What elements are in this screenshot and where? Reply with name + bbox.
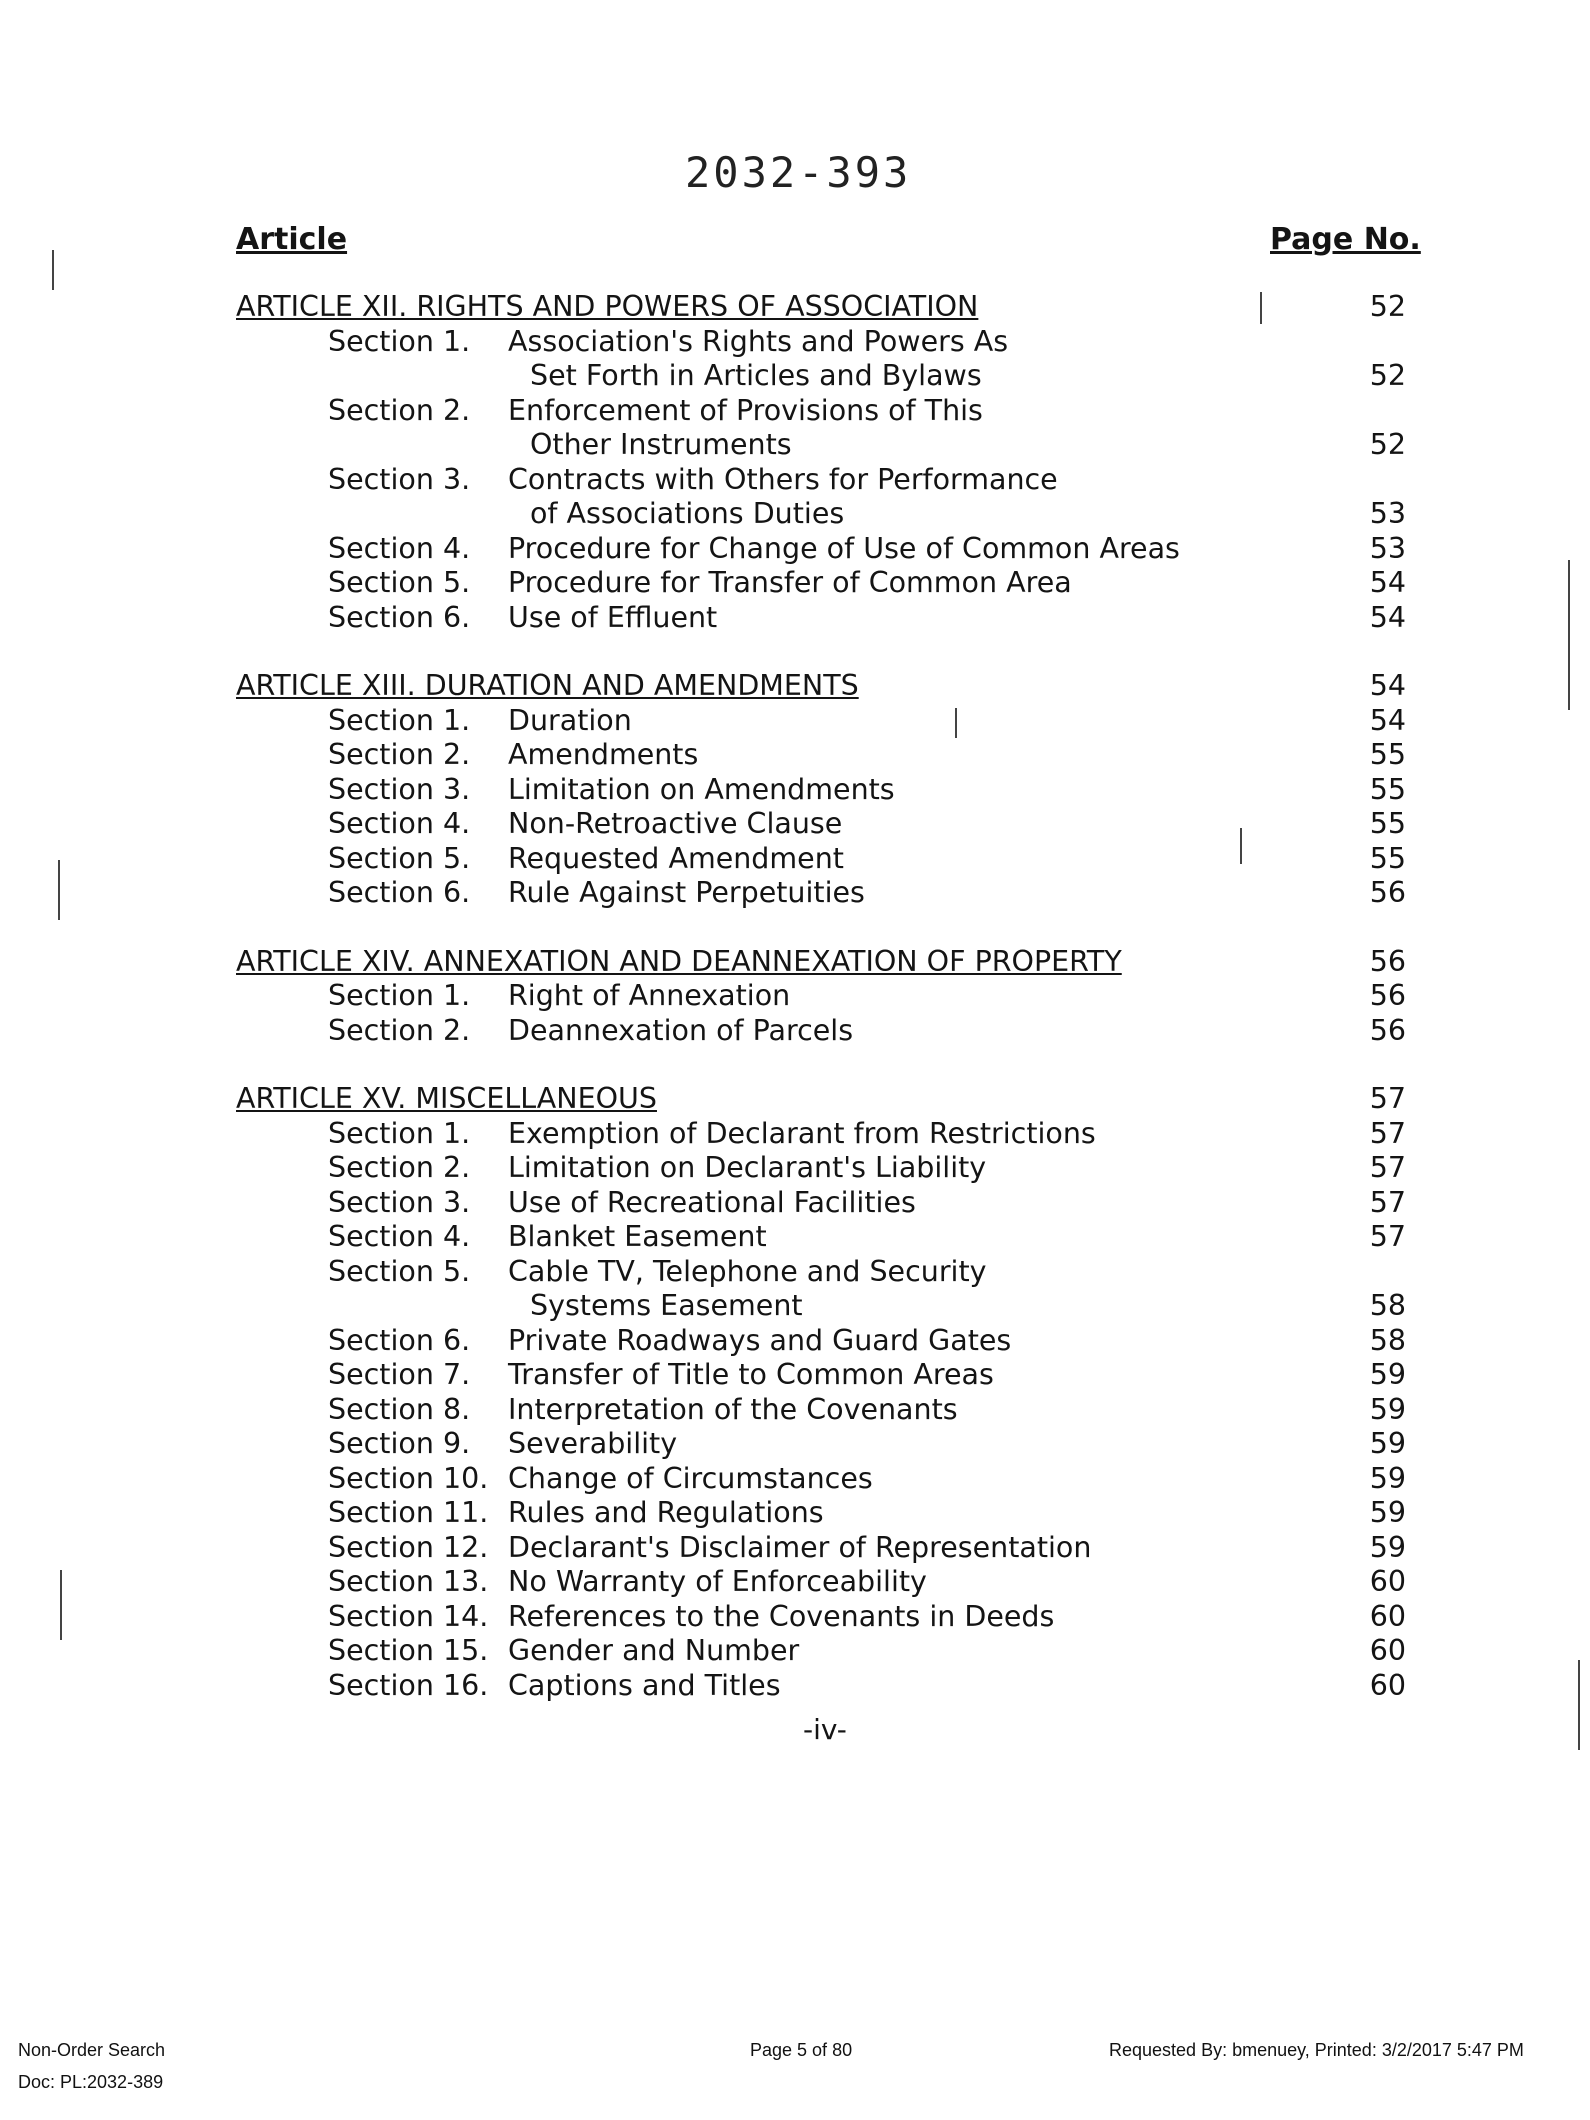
section-label: Section 11. — [328, 1496, 489, 1529]
section-page-number: 59 — [1369, 1496, 1406, 1529]
section-row — [236, 773, 1406, 808]
article-heading-row — [236, 1082, 1406, 1117]
section-title: Use of Recreational Facilities — [508, 1185, 916, 1219]
section-title: Limitation on Amendments — [508, 772, 895, 806]
section-label: Section 2. — [328, 393, 471, 427]
section-label: Section 1. — [328, 979, 471, 1012]
section-row — [236, 1669, 1406, 1704]
section-label: Section 9. — [328, 1427, 471, 1460]
section-label: Section 3. — [328, 462, 471, 496]
toc-article — [236, 945, 1406, 1049]
section-label: Section 5. — [328, 841, 471, 875]
section-row — [236, 394, 1406, 429]
section-title: Severability — [508, 1427, 678, 1460]
section-page-number: 58 — [1369, 1323, 1406, 1357]
section-title: Interpretation of the Covenants — [508, 1392, 958, 1426]
section-row — [236, 738, 1406, 773]
section-row — [236, 325, 1406, 360]
section-row — [236, 532, 1406, 567]
section-page-number: 53 — [1369, 531, 1406, 565]
section-row — [236, 1634, 1406, 1669]
section-label: Section 1. — [328, 1116, 471, 1150]
section-title: Amendments — [508, 738, 699, 771]
section-page-number: 60 — [1369, 1565, 1406, 1598]
scan-mark — [1260, 292, 1262, 324]
section-title-continued: of Associations Duties — [530, 497, 845, 530]
section-row — [236, 1255, 1406, 1290]
section-page-number: 57 — [1369, 1116, 1406, 1150]
section-title: Blanket Easement — [508, 1220, 767, 1253]
toc-article — [236, 1082, 1406, 1703]
section-row — [236, 1565, 1406, 1600]
section-page-number: 53 — [1369, 497, 1406, 530]
table-of-contents — [236, 290, 1406, 1737]
scan-mark — [60, 1570, 62, 1640]
section-label: Section 12. — [328, 1530, 489, 1564]
section-title: Rule Against Perpetuities — [508, 876, 865, 909]
article-title: ARTICLE XIV. ANNEXATION AND DEANNEXATION OF PROPERTY — [236, 944, 1122, 978]
section-label: Section 4. — [328, 807, 471, 840]
footer-requested-by: Requested By: bmenuey, Printed: 3/2/2017 5:47 PM — [1109, 2040, 1524, 2060]
section-page-number: 57 — [1369, 1220, 1406, 1253]
section-row — [236, 1117, 1406, 1152]
section-label: Section 10. — [328, 1461, 489, 1495]
section-row — [236, 463, 1406, 498]
section-page-number: 52 — [1369, 428, 1406, 461]
section-label: Section 3. — [328, 772, 471, 806]
section-row — [236, 842, 1406, 877]
section-row — [236, 601, 1406, 636]
section-page-number: 58 — [1369, 1289, 1406, 1322]
section-row — [236, 1600, 1406, 1635]
article-page-number: 57 — [1369, 1082, 1406, 1115]
scan-mark — [1568, 560, 1570, 710]
scan-mark — [58, 860, 60, 920]
section-row — [236, 807, 1406, 842]
section-row — [236, 1393, 1406, 1428]
section-page-number: 55 — [1369, 807, 1406, 840]
footer-search-type: Non-Order Search — [18, 2040, 166, 2060]
section-title: Transfer of Title to Common Areas — [508, 1358, 994, 1391]
section-title: Exemption of Declarant from Restrictions — [508, 1116, 1096, 1150]
section-title: Procedure for Transfer of Common Area — [508, 566, 1072, 599]
toc-article — [236, 669, 1406, 911]
scan-mark — [955, 708, 957, 738]
article-title: ARTICLE XV. MISCELLANEOUS — [236, 1082, 657, 1115]
section-row — [236, 1496, 1406, 1531]
section-page-number: 60 — [1369, 1668, 1406, 1702]
section-label: Section 2. — [328, 1151, 471, 1184]
section-label: Section 14. — [328, 1599, 489, 1633]
section-title: Enforcement of Provisions of This — [508, 393, 983, 427]
section-title: Deannexation of Parcels — [508, 1013, 854, 1047]
section-page-number: 59 — [1369, 1358, 1406, 1391]
section-page-number: 56 — [1369, 979, 1406, 1012]
section-row — [236, 1462, 1406, 1497]
section-page-number: 60 — [1369, 1599, 1406, 1633]
section-title: Limitation on Declarant's Liability — [508, 1151, 987, 1184]
section-page-number: 59 — [1369, 1392, 1406, 1426]
document-number: 2032-393 — [685, 148, 912, 197]
article-heading-row — [236, 945, 1406, 980]
section-row — [236, 876, 1406, 911]
section-row — [236, 1324, 1406, 1359]
section-title: Gender and Number — [508, 1634, 800, 1667]
section-row-continued — [236, 1289, 1406, 1324]
section-label: Section 5. — [328, 1254, 471, 1288]
section-title-continued: Set Forth in Articles and Bylaws — [530, 359, 982, 392]
section-page-number: 54 — [1369, 600, 1406, 634]
section-title: Contracts with Others for Performance — [508, 462, 1058, 496]
section-row — [236, 1427, 1406, 1462]
section-page-number: 52 — [1369, 359, 1406, 392]
section-row — [236, 979, 1406, 1014]
section-page-number: 57 — [1369, 1185, 1406, 1219]
article-page-number: 54 — [1369, 669, 1406, 702]
section-title: Declarant's Disclaimer of Representation — [508, 1530, 1092, 1564]
scan-mark — [52, 250, 54, 290]
section-title: Right of Annexation — [508, 979, 791, 1012]
section-page-number: 56 — [1369, 876, 1406, 909]
section-label: Section 16. — [328, 1668, 489, 1702]
section-row — [236, 704, 1406, 739]
section-title: Rules and Regulations — [508, 1496, 824, 1529]
section-page-number: 55 — [1369, 738, 1406, 771]
section-title: Change of Circumstances — [508, 1461, 873, 1495]
section-label: Section 1. — [328, 703, 471, 737]
section-label: Section 2. — [328, 1013, 471, 1047]
section-row — [236, 1014, 1406, 1049]
section-title: Private Roadways and Guard Gates — [508, 1323, 1012, 1357]
section-row — [236, 1358, 1406, 1393]
section-title-continued: Systems Easement — [530, 1289, 803, 1322]
scan-mark — [1240, 828, 1242, 864]
section-title: Use of Effluent — [508, 600, 718, 634]
section-title: References to the Covenants in Deeds — [508, 1599, 1055, 1633]
section-title: Captions and Titles — [508, 1668, 781, 1702]
section-row — [236, 1186, 1406, 1221]
section-label: Section 2. — [328, 738, 471, 771]
section-row-continued — [236, 428, 1406, 463]
section-title: Association's Rights and Powers As — [508, 324, 1009, 358]
section-row — [236, 1151, 1406, 1186]
section-label: Section 4. — [328, 531, 471, 565]
section-row — [236, 566, 1406, 601]
section-label: Section 7. — [328, 1358, 471, 1391]
section-label: Section 6. — [328, 600, 471, 634]
article-column-header: Article — [236, 222, 348, 257]
section-page-number: 56 — [1369, 1013, 1406, 1047]
section-row — [236, 1220, 1406, 1255]
section-label: Section 1. — [328, 324, 471, 358]
footer-page-info: Page 5 of 80 — [750, 2040, 853, 2060]
section-row-continued — [236, 359, 1406, 394]
article-page-number: 52 — [1369, 290, 1406, 323]
toc-article — [236, 290, 1406, 635]
section-label: Section 6. — [328, 876, 471, 909]
section-title: Cable TV, Telephone and Security — [508, 1254, 987, 1288]
section-label: Section 13. — [328, 1565, 489, 1598]
page-roman-numeral: -iv- — [803, 1713, 847, 1746]
section-title: Procedure for Change of Use of Common Areas — [508, 531, 1180, 565]
section-page-number: 55 — [1369, 772, 1406, 806]
section-page-number: 54 — [1369, 566, 1406, 599]
article-heading-row — [236, 669, 1406, 704]
section-label: Section 4. — [328, 1220, 471, 1253]
scan-mark — [1578, 1660, 1580, 1750]
section-page-number: 60 — [1369, 1634, 1406, 1667]
section-page-number: 59 — [1369, 1427, 1406, 1460]
section-title: Duration — [508, 703, 632, 737]
section-title: Non-Retroactive Clause — [508, 807, 843, 840]
page-no-column-header: Page No. — [1270, 222, 1421, 257]
article-heading-row — [236, 290, 1406, 325]
footer-doc-ref: Doc: PL:2032-389 — [18, 2072, 164, 2092]
section-title-continued: Other Instruments — [530, 428, 792, 461]
section-row-continued — [236, 497, 1406, 532]
section-page-number: 55 — [1369, 841, 1406, 875]
section-page-number: 59 — [1369, 1461, 1406, 1495]
article-title: ARTICLE XIII. DURATION AND AMENDMENTS — [236, 669, 859, 702]
section-title: No Warranty of Enforceability — [508, 1565, 927, 1598]
section-page-number: 54 — [1369, 703, 1406, 737]
section-page-number: 57 — [1369, 1151, 1406, 1184]
article-title: ARTICLE XII. RIGHTS AND POWERS OF ASSOCIATION — [236, 290, 979, 323]
section-label: Section 6. — [328, 1323, 471, 1357]
section-row — [236, 1531, 1406, 1566]
section-label: Section 5. — [328, 566, 471, 599]
section-label: Section 3. — [328, 1185, 471, 1219]
section-label: Section 8. — [328, 1392, 471, 1426]
section-label: Section 15. — [328, 1634, 489, 1667]
section-page-number: 59 — [1369, 1530, 1406, 1564]
article-page-number: 56 — [1369, 944, 1406, 978]
section-title: Requested Amendment — [508, 841, 844, 875]
